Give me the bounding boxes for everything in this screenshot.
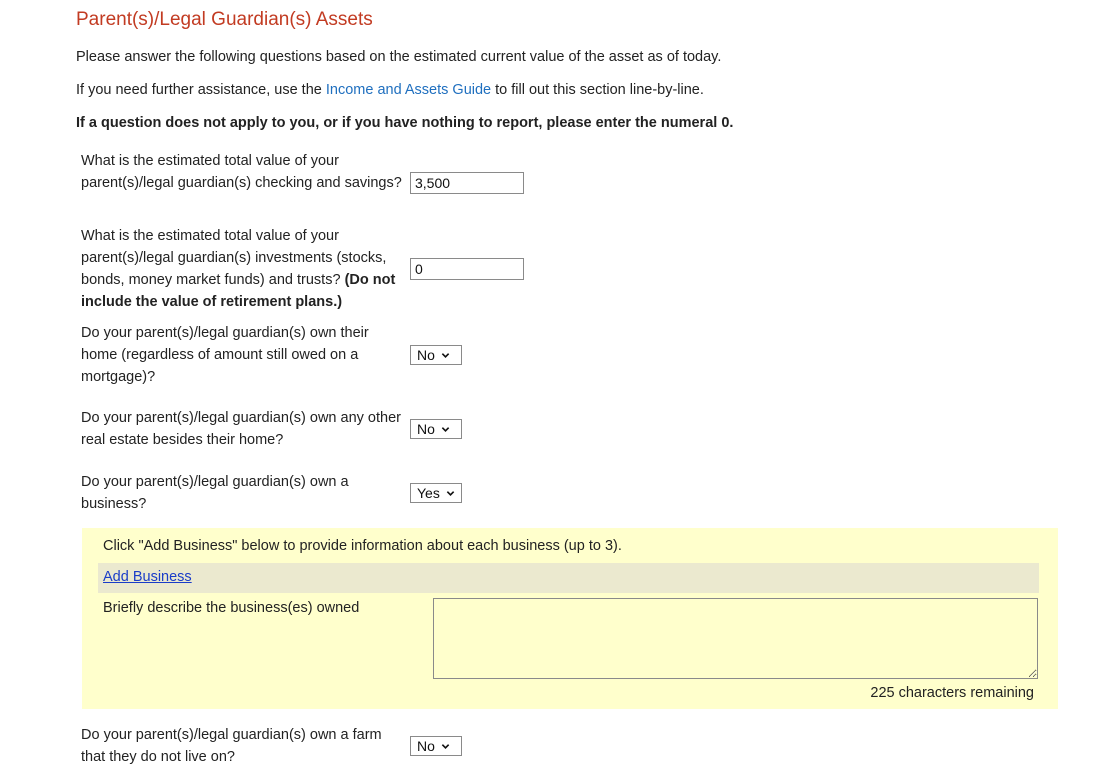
checking-savings-question: What is the estimated total value of your parent(s)/legal guardian(s) checking and savings? bbox=[81, 153, 402, 191]
chevron-down-icon bbox=[441, 351, 450, 360]
chevron-down-icon bbox=[441, 742, 450, 751]
zero-instruction: If a question does not apply to you, or if you have nothing to report, please enter the numeral 0. bbox=[76, 115, 734, 131]
intro-guide-after: to fill out this section line-by-line. bbox=[491, 82, 704, 98]
intro-guide-before: If you need further assistance, use the bbox=[76, 82, 326, 98]
own-farm-question: Do your parent(s)/legal guardian(s) own a farm that they do not live on? bbox=[81, 727, 382, 765]
own-farm-select[interactable] bbox=[410, 736, 462, 756]
other-real-estate-select[interactable] bbox=[410, 419, 462, 439]
business-description-textarea[interactable] bbox=[433, 598, 1038, 679]
investments-input[interactable] bbox=[410, 258, 524, 280]
add-business-row bbox=[98, 563, 1039, 593]
chevron-down-icon bbox=[446, 489, 455, 498]
investments-question bbox=[81, 225, 403, 313]
income-assets-guide-link[interactable]: Income and Assets Guide bbox=[325, 82, 492, 98]
own-home-select-value: No bbox=[417, 347, 435, 363]
chevron-down-icon bbox=[441, 425, 450, 434]
business-instructions: Click "Add Business" below to provide information about each business (up to 3). bbox=[103, 538, 622, 554]
intro-guide-text bbox=[76, 82, 704, 98]
own-home-question: Do your parent(s)/legal guardian(s) own their home (regardless of amount still owed on a mortgage)? bbox=[81, 325, 369, 385]
investments-question-note: (Do not include the value of retirement plans.) bbox=[81, 272, 396, 310]
page-title: Parent(s)/Legal Guardian(s) Assets bbox=[76, 9, 373, 30]
intro-text: Please answer the following questions based on the estimated current value of the asset as of today. bbox=[76, 49, 722, 65]
own-home-select[interactable] bbox=[410, 345, 462, 365]
own-farm-select-value: No bbox=[417, 738, 435, 754]
checking-savings-input[interactable] bbox=[410, 172, 524, 194]
other-real-estate-question: Do your parent(s)/legal guardian(s) own any other real estate besides their home? bbox=[81, 410, 401, 448]
other-real-estate-select-value: No bbox=[417, 421, 435, 437]
add-business-link[interactable]: Add Business bbox=[103, 569, 192, 585]
investments-question-text: What is the estimated total value of your parent(s)/legal guardian(s) investments (stocks, bonds, money market funds) and trusts? bbox=[81, 228, 387, 288]
business-description-label: Briefly describe the business(es) owned bbox=[103, 600, 360, 616]
own-business-question: Do your parent(s)/legal guardian(s) own a business? bbox=[81, 474, 349, 512]
characters-remaining: 225 characters remaining bbox=[870, 685, 1034, 701]
own-business-select-value: Yes bbox=[417, 485, 440, 501]
own-business-select[interactable] bbox=[410, 483, 462, 503]
business-panel bbox=[82, 528, 1058, 709]
